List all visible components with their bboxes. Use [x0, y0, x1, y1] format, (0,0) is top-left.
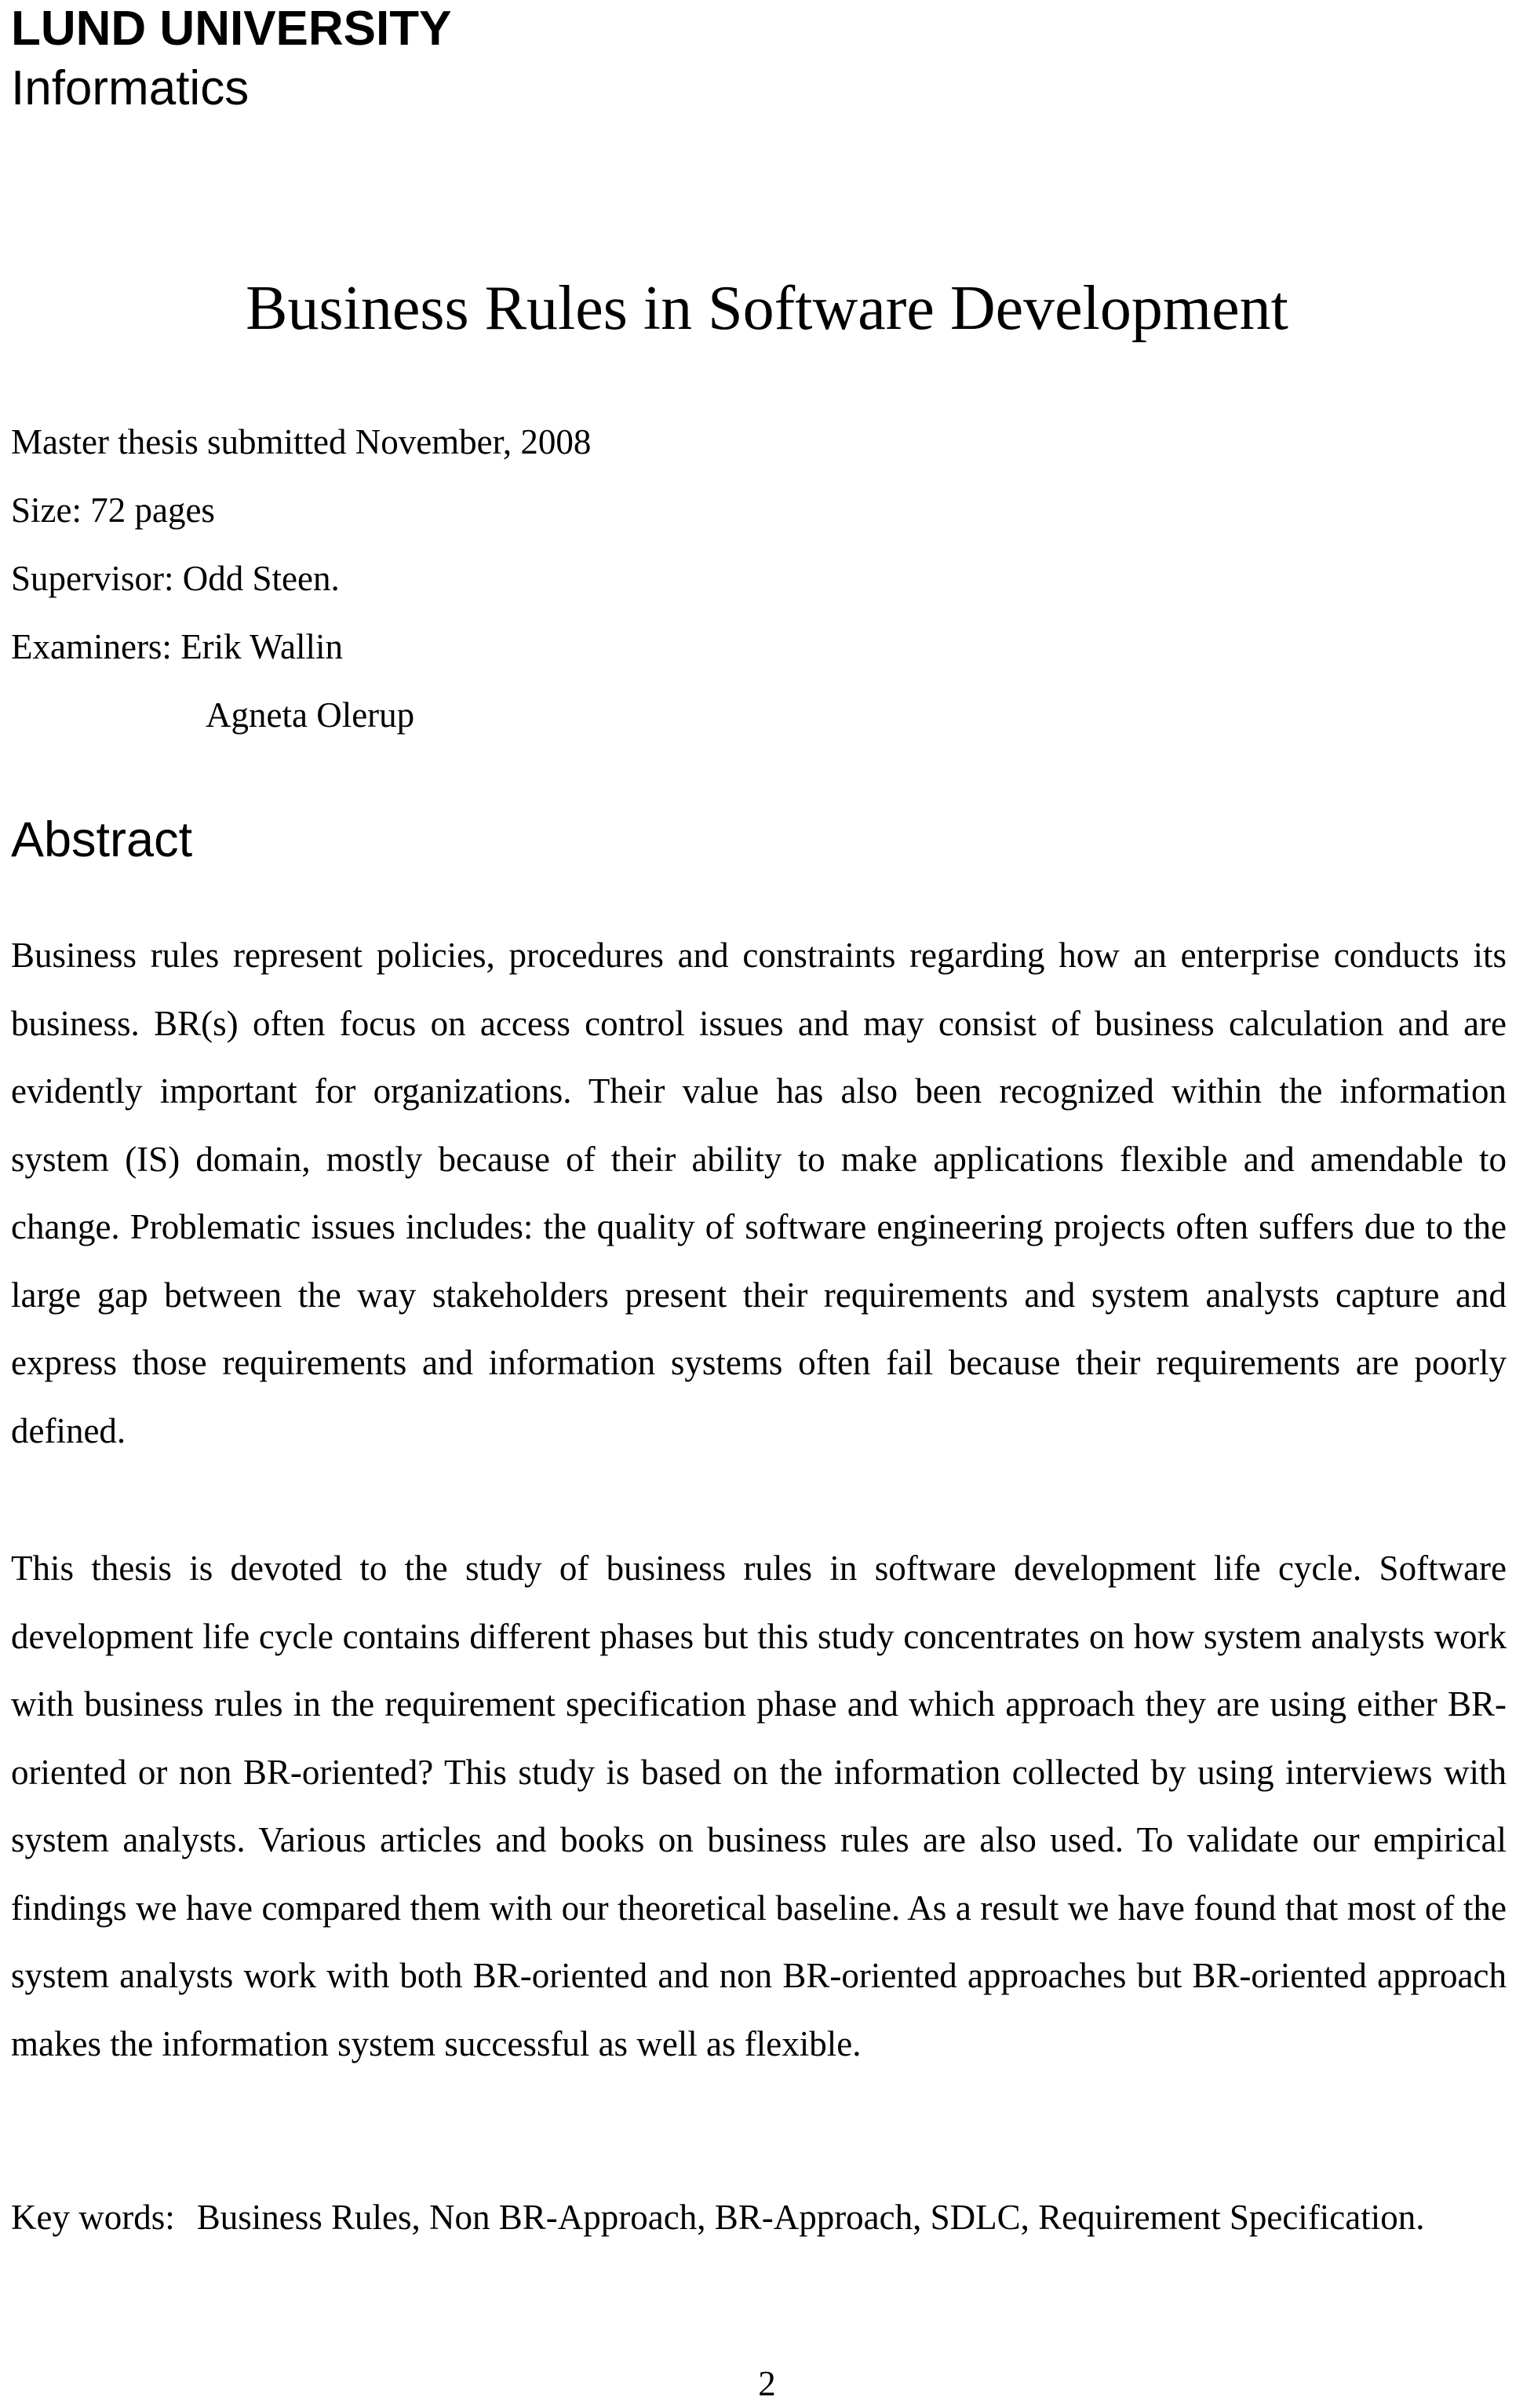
- department-name: Informatics: [11, 61, 250, 115]
- size-info: Size: 72 pages: [11, 491, 215, 530]
- examiners-info: Examiners: Erik Wallin: [11, 627, 343, 666]
- examiners-info-second: Agneta Olerup: [206, 695, 415, 735]
- supervisor-info: Supervisor: Odd Steen.: [11, 559, 340, 598]
- abstract-heading: Abstract: [11, 812, 193, 867]
- university-name: LUND UNIVERSITY: [11, 2, 452, 56]
- submission-info: Master thesis submitted November, 2008: [11, 422, 592, 462]
- abstract-paragraph-2: This thesis is devoted to the study of business rules in software development life cycle. Software development life cycle contains different phases but this study concentrates on how system analysts work with business rules in the requirement specification phase and which approach they are using either BR-oriented or non BR-oriented? This study is based on the information collected by using interviews with system analysts. Various articles and books on business rules are also used. To validate our empirical findings we have compared them with our theoretical baseline. As a result we have found that most of the system analysts work with both BR-oriented and non BR-oriented approaches but BR-oriented approach makes the information system successful as well as flexible.: [11, 1549, 1507, 2063]
- keywords-label: Key words:: [11, 2198, 175, 2237]
- page-number: 2: [758, 2364, 776, 2403]
- thesis-meta: [11, 408, 591, 750]
- abstract-paragraph-1: Business rules represent policies, procedures and constraints regarding how an enterprise conducts its business. BR(s) often focus on access control issues and may consist of business calculation and are evidently important for organizations. Their value has also been recognized within the information system (IS) domain, mostly because of their ability to make applications flexible and amendable to change. Problematic issues includes: the quality of software engineering projects often suffers due to the large gap between the way stakeholders present their requirements and system analysts capture and express those requirements and information systems often fail because their requirements are poorly defined.: [11, 936, 1507, 1450]
- thesis-title: Business Rules in Software Development: [246, 274, 1288, 343]
- keywords: [11, 2195, 1507, 2240]
- keywords-text: Business Rules, Non BR-Approach, BR-Approach, SDLC, Requirement Specification.: [196, 2198, 1425, 2237]
